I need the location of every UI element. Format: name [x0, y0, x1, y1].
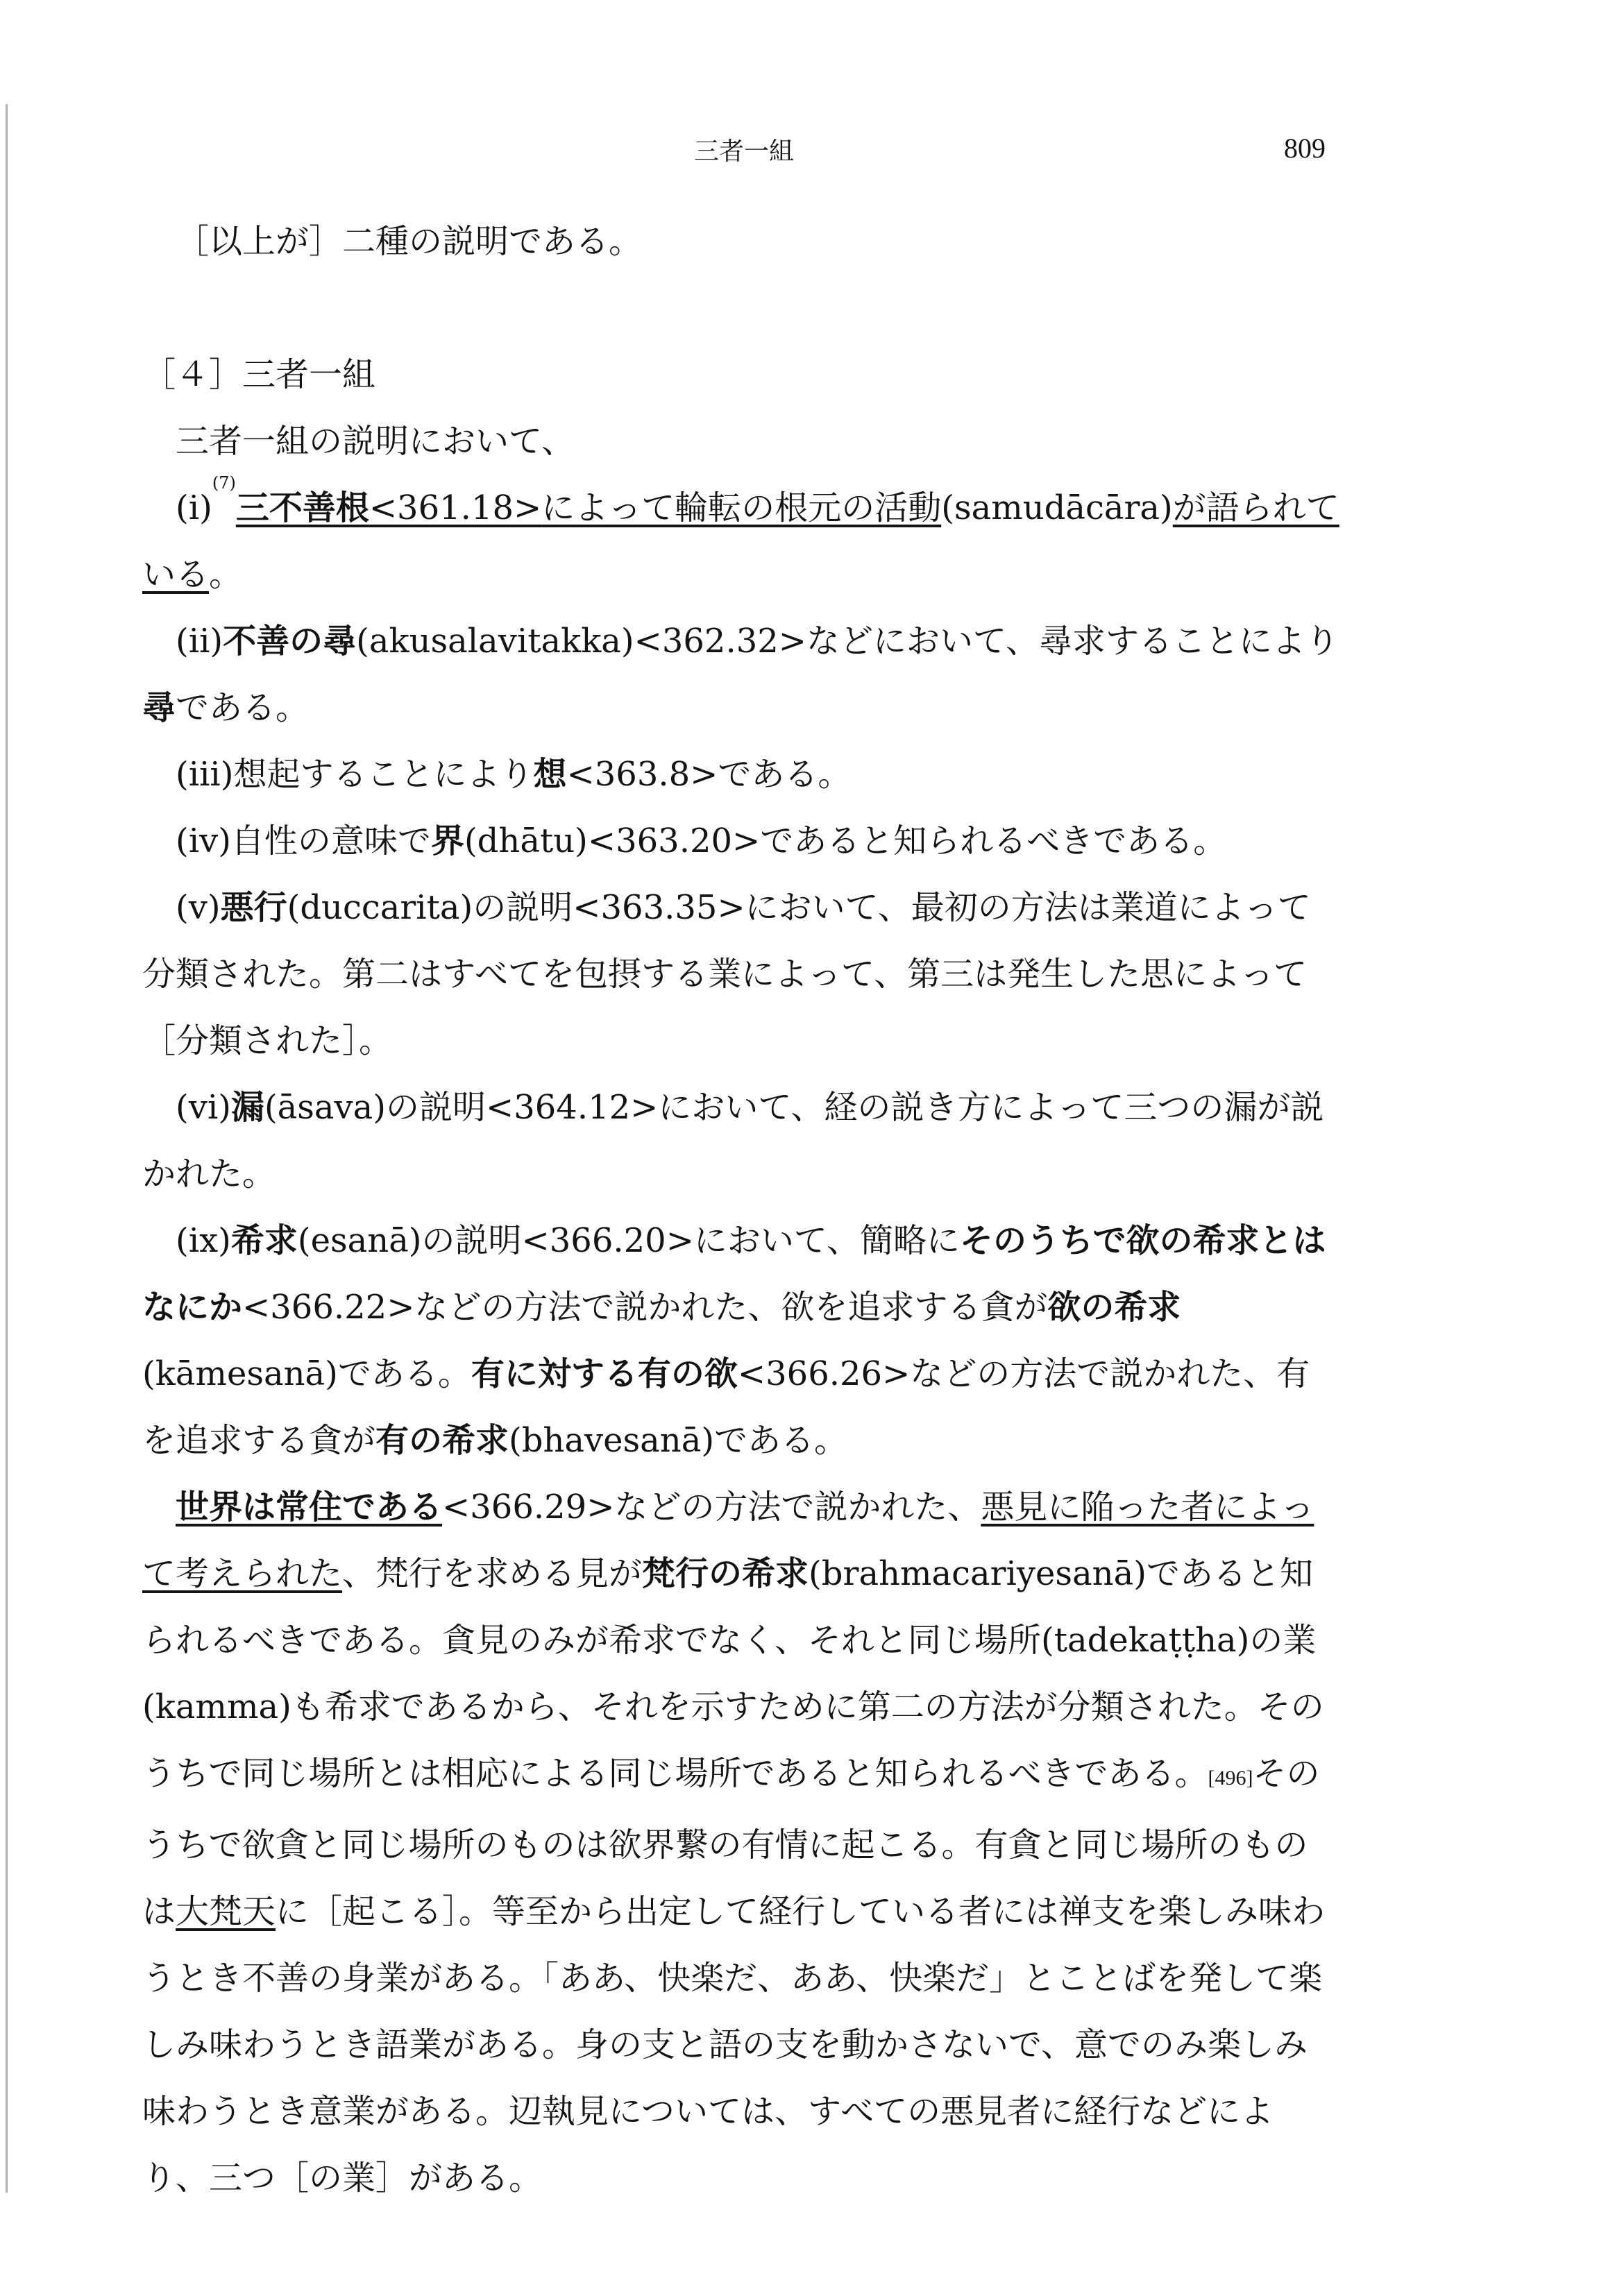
text-span: (āsava)の説明<364.12>において、経の説き方によって三つの漏が説かれた。	[142, 1088, 1324, 1193]
paragraph-ii	[142, 608, 1339, 741]
term-bold: 尋	[142, 688, 176, 727]
paragraph-iv	[142, 808, 1339, 874]
text-span: 悪見に陥った者によって考えられた	[142, 1488, 1314, 1593]
item-number: (vi)	[176, 1088, 231, 1127]
text-span: (duccarita)の説明<363.35>において、最初の方法は業道によって分類された。第二はすべてを包摂する業によって、第三は発生した思によって［分類された］。	[142, 888, 1311, 1060]
footnote-marker: (7)	[212, 473, 236, 493]
text-span: (akusalavitakka)<362.32>などにおいて、尋求することにより	[356, 622, 1339, 661]
paragraph-v	[142, 874, 1339, 1074]
paragraph-iii	[142, 741, 1339, 808]
text-span: <363.8>である。	[566, 755, 852, 794]
page-edge-line	[6, 104, 8, 2193]
text-span: (dhātu)<363.20>であると知られるべきである。	[464, 822, 1227, 860]
text-span: 自性の意味で	[230, 822, 431, 860]
term-bold: 世界は常住である	[176, 1488, 443, 1527]
text-span: に［起こる］。等至から出定して経行している者には禅支を楽しみ味わうとき不善の身業がある。「ああ、快楽だ、ああ、快楽だ」とことばを発して楽しみ味わうとき語業がある。身の支と語の支を動かさないで、意でのみ楽しみ味わうとき意業がある。辺執見については、すべての悪見者に経行などにより、三つ［の業］がある。	[142, 1892, 1326, 2197]
running-header: 三者一組	[694, 137, 795, 166]
paragraph-vi	[142, 1074, 1339, 1207]
item-number: (ii)	[176, 622, 223, 661]
term-bold: 有の希求	[375, 1421, 509, 1460]
term-bold: 不善の尋	[223, 622, 357, 661]
intro-line: ［以上が］二種の説明である。	[176, 222, 643, 261]
text-span: 。	[209, 555, 243, 594]
text-span: 、梵行を求める見が	[342, 1554, 643, 1593]
text-span: (samudācāra)	[941, 488, 1173, 527]
item-number: (i)	[176, 488, 212, 527]
item-number: (ix)	[176, 1221, 231, 1260]
text-span: が語られている	[142, 488, 1339, 594]
text-span: そのうちで欲貪と同じ場所のものは欲界繋の有情に起こる。有貪と同じ場所のものは	[142, 1754, 1320, 1931]
item-number: (v)	[176, 888, 221, 927]
text-span: (brahmacariyesanā)であると知られるべきである。貪見のみが希求でなく、それと同じ場所(tadekaṭṭha)の業(kamma)も希求であるから、それを示すために第二の方法が分類された。そのうちで同じ場所とは相応による同じ場所であると知られるべきである。	[142, 1554, 1324, 1793]
term-bold: 想	[533, 755, 567, 794]
term-bold: 漏	[230, 1088, 264, 1127]
item-number: (iii)	[176, 755, 234, 794]
item-number: (iv)	[176, 822, 231, 860]
section-heading: ［４］三者一組	[142, 355, 376, 394]
term-bold: 三不善根	[235, 488, 369, 527]
paragraph-ix	[142, 1207, 1339, 1474]
term-bold: 界	[430, 822, 464, 860]
term-bold: 有に対する有の欲	[471, 1354, 738, 1393]
term-bold: 欲の希求	[1047, 1288, 1181, 1327]
text-span: (esanā)の説明<366.20>において、簡略に	[297, 1221, 960, 1260]
text-span: によって輪転の根元の活動	[541, 488, 942, 527]
lead-line: 三者一組の説明において、	[176, 422, 575, 461]
text-span: <366.26>などの方法で説かれた、有を追求する貪が	[142, 1354, 1310, 1460]
text-span: <366.29>などの方法で説かれた、	[442, 1488, 981, 1527]
text-span: である。	[176, 688, 310, 727]
text-span: <361.18>	[369, 488, 542, 527]
term-bold: 梵行の希求	[642, 1554, 809, 1593]
term-bold: そのうちで欲の希求とはなにか	[142, 1221, 1326, 1327]
text-span: 大梵天	[176, 1892, 276, 1931]
term-bold: 悪行	[220, 888, 287, 927]
term-bold: 希求	[230, 1221, 298, 1260]
paragraph-i	[142, 475, 1339, 608]
page-reference: [496]	[1208, 1767, 1253, 1789]
page-number: 809	[1284, 133, 1326, 164]
body-text	[142, 208, 1339, 2211]
paragraph-brahmacariya	[142, 1474, 1339, 2211]
text-span: (bhavesanā)である。	[509, 1421, 848, 1460]
text-span: <366.22>などの方法で説かれた、欲を追求する貪が	[242, 1288, 1048, 1327]
text-span: (kāmesanā)である。	[142, 1354, 471, 1393]
text-span: 想起することにより	[233, 755, 534, 794]
